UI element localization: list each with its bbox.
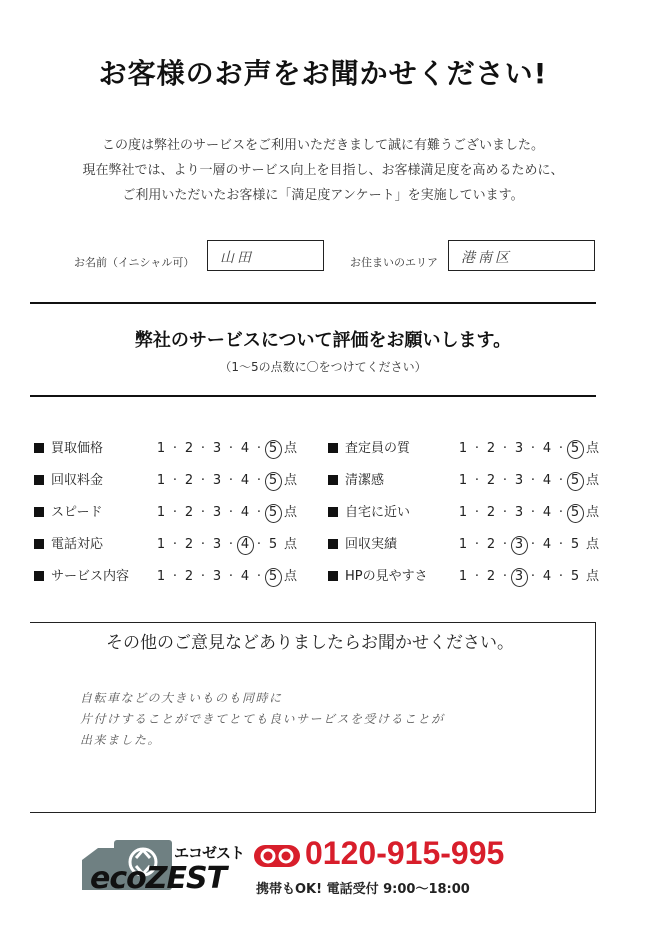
- bullet-icon: [328, 539, 338, 549]
- score-option[interactable]: 3: [514, 505, 524, 520]
- bullet-icon: [328, 475, 338, 485]
- scale-separator: ·: [172, 569, 178, 584]
- survey-subtitle: （1〜5の点数に〇をつけてください）: [219, 360, 427, 374]
- rating-label: [328, 470, 384, 492]
- bullet-icon: [328, 443, 338, 453]
- score-option[interactable]: 5: [268, 537, 278, 552]
- score-option[interactable]: 1: [156, 441, 166, 456]
- score-option[interactable]: 1: [458, 537, 468, 552]
- phone-number[interactable]: 0120-915-995: [305, 835, 505, 871]
- bullet-icon: [34, 539, 44, 549]
- rating-scale: [452, 502, 599, 524]
- score-option[interactable]: 4: [542, 537, 552, 552]
- rating-scale: [150, 438, 297, 460]
- scale-separator: ·: [502, 441, 508, 456]
- rating-scale: [150, 470, 297, 492]
- score-option[interactable]: 1: [156, 505, 166, 520]
- scale-separator: ·: [172, 537, 178, 552]
- score-option[interactable]: 2: [184, 473, 194, 488]
- score-unit: 点: [586, 537, 600, 552]
- score-option-selected[interactable]: 5: [262, 438, 284, 460]
- rating-row: [328, 470, 618, 492]
- scale-separator: ·: [256, 473, 262, 488]
- rating-label: [34, 470, 103, 492]
- scale-separator: ·: [172, 441, 178, 456]
- score-option[interactable]: 2: [184, 441, 194, 456]
- scale-separator: ·: [558, 569, 564, 584]
- score-option[interactable]: 5: [570, 569, 580, 584]
- score-unit: 点: [586, 473, 600, 488]
- score-unit: 点: [284, 569, 298, 584]
- scale-separator: ·: [200, 441, 206, 456]
- rating-scale: [452, 470, 599, 492]
- freedial-icon: [253, 844, 301, 868]
- score-option[interactable]: 2: [184, 569, 194, 584]
- score-option[interactable]: 2: [184, 537, 194, 552]
- scale-separator: ·: [558, 473, 564, 488]
- score-option-selected[interactable]: 3: [508, 566, 530, 588]
- scale-separator: ·: [474, 569, 480, 584]
- rating-row: [34, 470, 324, 492]
- bullet-icon: [328, 571, 338, 581]
- scale-separator: ·: [228, 473, 234, 488]
- score-option[interactable]: 1: [156, 537, 166, 552]
- score-option[interactable]: 4: [240, 473, 250, 488]
- comment-line: 自転車などの大きいものも同時に: [80, 691, 283, 705]
- score-option-selected[interactable]: 5: [564, 438, 586, 460]
- rating-label: [34, 502, 102, 524]
- score-unit: 点: [586, 441, 600, 456]
- score-option[interactable]: 3: [212, 473, 222, 488]
- scale-separator: ·: [530, 473, 536, 488]
- rating-row: [328, 534, 618, 556]
- intro-line: ご利用いただいたお客様に「満足度アンケート」を実施しています。: [122, 188, 524, 203]
- rating-label-text: HPの見やすさ: [345, 569, 428, 584]
- rating-row: [34, 566, 324, 588]
- scale-separator: ·: [200, 537, 206, 552]
- score-option[interactable]: 1: [458, 505, 468, 520]
- scale-separator: ·: [228, 569, 234, 584]
- name-field[interactable]: [207, 240, 324, 271]
- scale-separator: ·: [228, 537, 234, 552]
- scale-separator: ·: [474, 537, 480, 552]
- score-unit: 点: [284, 537, 298, 552]
- score-option[interactable]: 4: [240, 441, 250, 456]
- intro-line: この度は弊社のサービスをご利用いただきまして誠に有難うございました。: [101, 138, 544, 153]
- area-field[interactable]: [448, 240, 595, 271]
- score-option[interactable]: 1: [156, 473, 166, 488]
- score-option[interactable]: 5: [570, 537, 580, 552]
- scale-separator: ·: [474, 505, 480, 520]
- rating-row: [34, 534, 324, 556]
- scale-separator: ·: [228, 505, 234, 520]
- score-unit: 点: [284, 441, 298, 456]
- name-value: 山田: [220, 250, 254, 266]
- rating-label-text: 買取価格: [51, 441, 104, 456]
- scale-separator: ·: [530, 569, 536, 584]
- score-option-selected[interactable]: 5: [262, 566, 284, 588]
- scale-separator: ·: [502, 569, 508, 584]
- score-option[interactable]: 3: [212, 441, 222, 456]
- rating-label: [328, 534, 397, 556]
- rating-label-text: 電話対応: [51, 537, 104, 552]
- scale-separator: ·: [530, 505, 536, 520]
- rating-label: [328, 438, 410, 460]
- score-option[interactable]: 4: [542, 505, 552, 520]
- scale-separator: ·: [200, 569, 206, 584]
- comment-prompt: その他のご意見などありましたらお聞かせください。: [106, 633, 514, 653]
- rating-row: [328, 438, 618, 460]
- score-option-selected[interactable]: 5: [564, 470, 586, 492]
- scale-separator: ·: [200, 473, 206, 488]
- scale-separator: ·: [172, 505, 178, 520]
- divider-top: [30, 302, 596, 304]
- name-label: お名前（イニシャル可）: [74, 256, 195, 269]
- score-option[interactable]: 2: [486, 473, 496, 488]
- divider-bottom: [30, 395, 596, 397]
- rating-row: [328, 502, 618, 524]
- scale-separator: ·: [502, 505, 508, 520]
- rating-label-text: 清潔感: [345, 473, 385, 488]
- comment-line: 片付けすることができてとても良いサービスを受けることが: [80, 712, 445, 726]
- rating-label-text: サービス内容: [51, 569, 130, 584]
- brand-name-en: ecoZEST: [90, 861, 227, 896]
- scale-separator: ·: [474, 441, 480, 456]
- score-option[interactable]: 4: [542, 569, 552, 584]
- rating-scale: [150, 566, 297, 588]
- scale-separator: ·: [558, 537, 564, 552]
- score-option[interactable]: 1: [458, 441, 468, 456]
- score-option[interactable]: 3: [212, 537, 222, 552]
- bullet-icon: [34, 507, 44, 517]
- intro-text: [0, 133, 646, 208]
- rating-label-text: 回収料金: [51, 473, 104, 488]
- scale-separator: ·: [558, 505, 564, 520]
- score-unit: 点: [284, 473, 298, 488]
- scale-separator: ·: [228, 441, 234, 456]
- score-option[interactable]: 3: [514, 441, 524, 456]
- intro-line: 現在弊社では、より一層のサービス向上を目指し、お客様満足度を高めるために、: [82, 163, 564, 178]
- scale-separator: ·: [200, 505, 206, 520]
- bullet-icon: [34, 443, 44, 453]
- scale-separator: ·: [474, 473, 480, 488]
- business-hours: 携帯もOK! 電話受付 9:00〜18:00: [256, 882, 470, 897]
- scale-separator: ·: [530, 537, 536, 552]
- score-option[interactable]: 4: [240, 505, 250, 520]
- score-option[interactable]: 3: [212, 505, 222, 520]
- rating-scale: [452, 566, 599, 588]
- rating-label-text: 査定員の質: [345, 441, 411, 456]
- comment-line: 出来ました。: [80, 733, 162, 747]
- rating-label: [34, 438, 103, 460]
- rating-scale: [150, 502, 297, 524]
- score-option[interactable]: 2: [486, 537, 496, 552]
- score-option[interactable]: 4: [542, 441, 552, 456]
- area-value: 港南区: [461, 250, 512, 266]
- rating-scale: [452, 438, 599, 460]
- bullet-icon: [328, 507, 338, 517]
- rating-label: [328, 566, 428, 588]
- scale-separator: ·: [502, 537, 508, 552]
- score-option[interactable]: 4: [240, 569, 250, 584]
- score-option[interactable]: 2: [486, 441, 496, 456]
- score-unit: 点: [586, 505, 600, 520]
- score-option[interactable]: 4: [542, 473, 552, 488]
- score-unit: 点: [284, 505, 298, 520]
- rating-label: [34, 566, 129, 588]
- scale-separator: ·: [530, 441, 536, 456]
- rating-label-text: スピード: [51, 505, 103, 520]
- score-option-selected[interactable]: 5: [564, 502, 586, 524]
- score-option[interactable]: 2: [486, 505, 496, 520]
- rating-label-text: 自宅に近い: [345, 505, 411, 520]
- scale-separator: ·: [502, 473, 508, 488]
- comment-text: [80, 688, 445, 751]
- scale-separator: ·: [256, 441, 262, 456]
- scale-separator: ·: [558, 441, 564, 456]
- score-option[interactable]: 1: [458, 569, 468, 584]
- rating-row: [34, 438, 324, 460]
- score-option[interactable]: 2: [486, 569, 496, 584]
- scale-separator: ·: [256, 569, 262, 584]
- bullet-icon: [34, 571, 44, 581]
- bullet-icon: [34, 475, 44, 485]
- score-option-selected[interactable]: 5: [262, 502, 284, 524]
- page-title: お客様のお声をお聞かせください!: [98, 57, 548, 90]
- score-option[interactable]: 1: [156, 569, 166, 584]
- score-unit: 点: [586, 569, 600, 584]
- rating-label-text: 回収実績: [345, 537, 398, 552]
- score-option-selected[interactable]: 3: [508, 534, 530, 556]
- rating-scale: [150, 534, 297, 556]
- rating-row: [34, 502, 324, 524]
- survey-title: 弊社のサービスについて評価をお願いします。: [134, 330, 512, 351]
- score-option[interactable]: 3: [514, 473, 524, 488]
- area-label: お住まいのエリア: [350, 256, 438, 269]
- brand-name-jp: エコゼスト: [174, 844, 245, 862]
- rating-row: [328, 566, 618, 588]
- scale-separator: ·: [256, 505, 262, 520]
- rating-label: [34, 534, 103, 556]
- score-option[interactable]: 2: [184, 505, 194, 520]
- scale-separator: ·: [256, 537, 262, 552]
- score-option-selected[interactable]: 5: [262, 470, 284, 492]
- scale-separator: ·: [172, 473, 178, 488]
- score-option[interactable]: 1: [458, 473, 468, 488]
- rating-scale: [452, 534, 599, 556]
- score-option[interactable]: 3: [212, 569, 222, 584]
- score-option-selected[interactable]: 4: [234, 534, 256, 556]
- rating-label: [328, 502, 410, 524]
